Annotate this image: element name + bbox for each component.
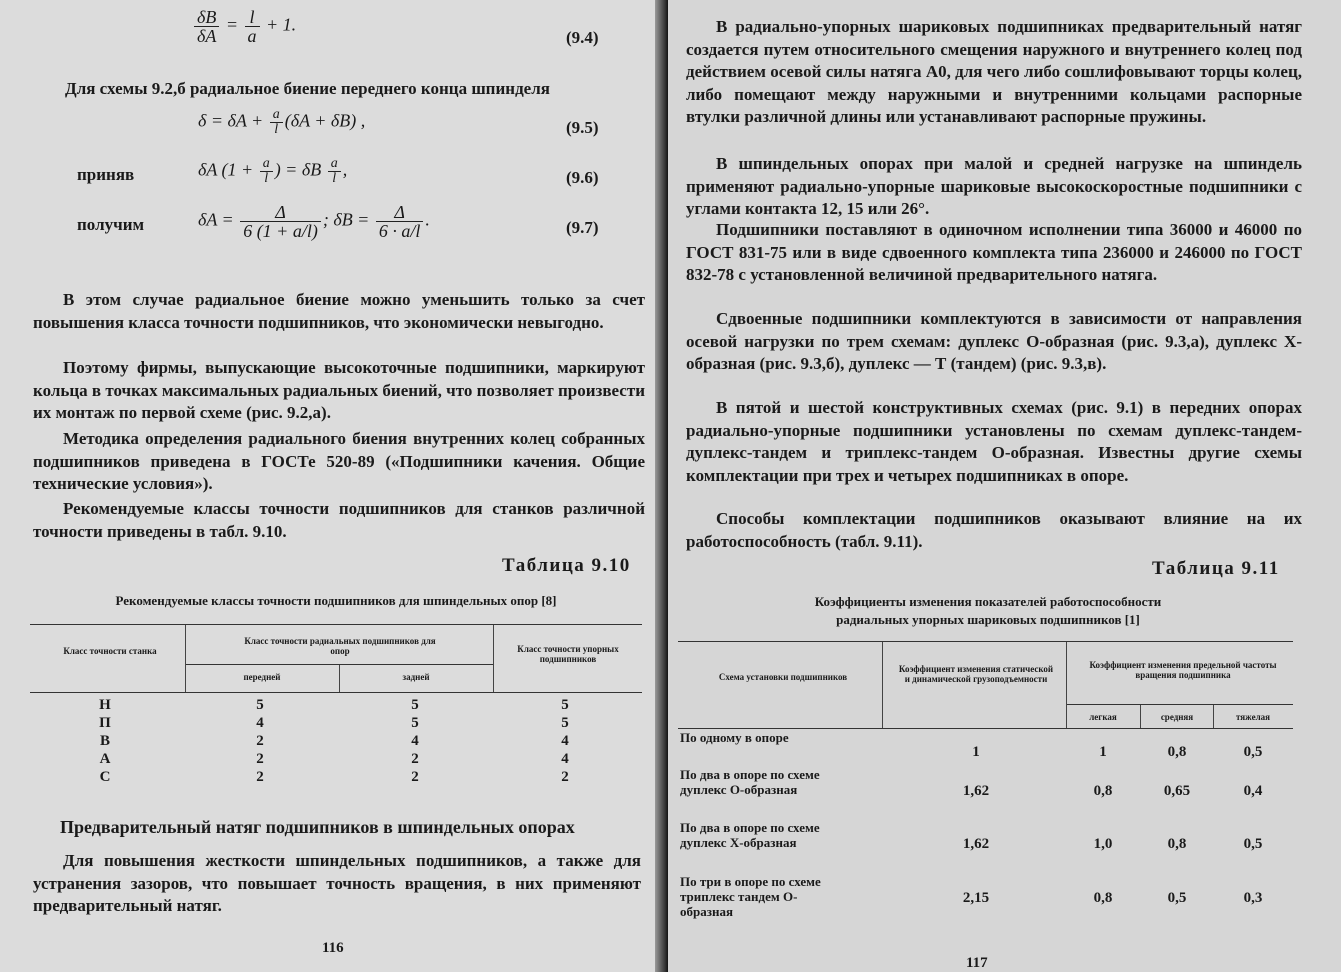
page-number: 117 <box>966 955 988 971</box>
eq96-f1-num: a <box>260 157 273 172</box>
table-caption: Рекомендуемые классы точности подшипников для шпиндельных опор [8] <box>115 593 557 608</box>
table-cell: 0,5 <box>1167 890 1187 906</box>
paragraph: Методика определения радиального биения внутренних колец собранных подшипников приведена в ГОСТе 520-89 («Подшипники качения. Общие технические условия»). <box>33 429 645 494</box>
table-cell: 0,4 <box>1243 783 1263 799</box>
table-cell: 0,8 <box>1167 744 1187 760</box>
table-cell: 2 <box>411 769 419 785</box>
table-rule-mid <box>1066 704 1293 705</box>
eq97-label: получим <box>77 215 145 234</box>
eq96-f1-den: l <box>264 171 269 186</box>
table-divider <box>882 642 883 728</box>
eq94-lhs-den: δA <box>197 26 217 46</box>
header-rear: задней <box>402 672 430 682</box>
eq94-eq: = <box>225 14 239 35</box>
table-cell: 0,8 <box>1167 836 1187 852</box>
right-page <box>668 0 1341 972</box>
eq96-f2-den: l <box>332 171 337 186</box>
header-machine-class: Класс точности станка <box>63 646 157 656</box>
table-divider <box>185 625 186 692</box>
header-speed-group: Коэффициент изменения предельной частоты вращения подшипника <box>1089 660 1277 680</box>
table-divider <box>1140 705 1141 728</box>
eq97-number: (9.7) <box>566 218 599 237</box>
eq96-pre: δA (1 + <box>198 159 258 180</box>
table-cell: 2 <box>411 751 419 767</box>
eq94-frac-den: a <box>247 26 257 46</box>
equation-9-5 <box>198 108 365 137</box>
table-cell: 2 <box>561 769 569 785</box>
eq97-mid: ; δB = <box>322 209 374 230</box>
paragraph: Для повышения жесткости шпиндельных подшипников, а также для устранения зазоров, что повышает точность вращения, в них применяют предварительный натяг. <box>33 851 641 916</box>
table-cell: 5 <box>411 697 419 713</box>
table-cell: 2 <box>256 751 264 767</box>
table-rule-header <box>678 728 1293 729</box>
left-page <box>0 0 662 972</box>
paragraph: Подшипники поставляют в одиночном исполнении типа 36000 и 46000 по ГОСТ 831-75 или в виде сдвоенного комплекта типа 236000 и 246000 по ГОСТ 832-78 с установленной величиной предварительного натяга. <box>686 220 1302 285</box>
table-cell: 5 <box>256 697 264 713</box>
table-cell: С <box>99 769 111 785</box>
header-light: легкая <box>1089 712 1117 722</box>
section-heading: Предварительный натяг подшипников в шпиндельных опорах <box>60 817 575 837</box>
paragraph: В радиально-упорных шариковых подшипниках предварительный натяг создается путем относительного смещения наружного и внутреннего колец под действием осевой силы натяга A0, для чего либо сошлифовывают торцы колец, либо помещают между наружными и внутренними кольцами распорные втулки различной длины или устанавливают распорные пружины. <box>686 17 1302 127</box>
eq94-lhs-num: δB <box>194 8 219 27</box>
equation-9-6 <box>198 157 347 186</box>
eq96-label: приняв <box>77 165 135 184</box>
table-cell: 5 <box>561 715 569 731</box>
paragraph: В шпиндельных опорах при малой и средней нагрузке на шпиндель применяют радиально-упорные шариковые высокоскоростные подшипники с углами контакта 12, 15 или 26°. <box>686 154 1302 219</box>
table-caption-line-2: радиальных упорных шариковых подшипников [1] <box>836 612 1140 627</box>
eq97-f1-num: Δ <box>240 203 321 222</box>
eq95-rest: (δA + δB) , <box>284 110 366 131</box>
table-cell: 0,65 <box>1163 783 1191 799</box>
eq95-number: (9.5) <box>566 118 599 137</box>
equation-9-7 <box>198 203 430 240</box>
eq94-number: (9.4) <box>566 28 599 47</box>
eq97-f2-num: Δ <box>376 203 424 222</box>
eq96-f2-num: a <box>328 157 341 172</box>
equation-9-4 <box>192 8 296 45</box>
eq95-frac-den: l <box>274 122 279 137</box>
table-cell: 4 <box>561 751 569 767</box>
eq94-frac-num: l <box>245 8 260 27</box>
table-rule-header <box>30 692 642 693</box>
table-cell: 0,8 <box>1093 890 1113 906</box>
table-cell: В <box>99 733 110 749</box>
table-divider <box>1213 705 1214 728</box>
paragraph: Способы комплектации подшипников оказывают влияние на их работоспособность (табл. 9.11). <box>686 509 1302 551</box>
table-title: Таблица 9.10 <box>502 555 631 576</box>
table-cell: 5 <box>411 715 419 731</box>
page-number: 116 <box>322 940 344 956</box>
paragraph: В пятой и шестой конструктивных схемах (рис. 9.1) в передних опорах радиально-упорные подшипники установлены по схемам дуплекс-тандем-дуплекс-тандем и триплекс-тандем О-образная. Известны другие схемы комплектации при трех и четырех подшипниках в опоре. <box>686 398 1302 485</box>
header-radial-group: Класс точности радиальных подшипников для опор <box>244 636 436 656</box>
paragraph: Для схемы 9.2,б радиальное биение переднего конца шпинделя <box>65 79 550 98</box>
table-cell: Н <box>99 697 111 713</box>
table-cell: 0,3 <box>1243 890 1263 906</box>
table-cell: А <box>99 751 111 767</box>
table-cell: 1 <box>1099 744 1107 760</box>
table-cell: 2 <box>256 733 264 749</box>
table-cell: 2 <box>256 769 264 785</box>
table-cell: 1 <box>972 744 980 760</box>
table-cell: 0,5 <box>1243 744 1263 760</box>
paragraph: Рекомендуемые классы точности подшипников для станков различной точности приведены в табл. 9.10. <box>33 499 645 541</box>
table-cell: 1,62 <box>962 783 990 799</box>
table-divider <box>493 625 494 692</box>
table-divider <box>1066 642 1067 728</box>
table-cell: 4 <box>561 733 569 749</box>
paragraph: В этом случае радиальное биение можно уменьшить только за счет повышения класса точности подшипников, что экономически невыгодно. <box>33 290 645 332</box>
eq94-rest: + 1. <box>266 14 297 35</box>
table-cell: 1,0 <box>1093 836 1113 852</box>
eq97-rest: . <box>425 209 430 230</box>
table-cell: П <box>99 715 111 731</box>
table-row-label: По два в опоре по схеме дуплекс Х-образная <box>680 820 820 850</box>
table-title: Таблица 9.11 <box>1152 558 1280 579</box>
table-cell: 4 <box>411 733 419 749</box>
header-front: передней <box>243 672 281 682</box>
table-caption-line-1: Коэффициенты изменения показателей работоспособности <box>814 594 1162 609</box>
eq96-rest: , <box>342 159 348 180</box>
table-cell: 5 <box>561 697 569 713</box>
header-scheme: Схема установки подшипников <box>718 672 848 682</box>
table-rule-top <box>678 641 1293 642</box>
table-cell: 4 <box>256 715 264 731</box>
table-divider <box>339 665 340 692</box>
table-cell: 2,15 <box>962 890 990 906</box>
table-rule-top <box>30 624 642 625</box>
header-medium: средняя <box>1160 712 1194 722</box>
eq97-pre: δA = <box>198 209 239 230</box>
eq96-number: (9.6) <box>566 168 599 187</box>
eq97-f1-den: 6 (1 + a/l) <box>243 221 318 241</box>
table-cell: 1,62 <box>962 836 990 852</box>
table-row-label: По три в опоре по схеме триплекс тандем О-образная <box>680 874 821 919</box>
eq95-text: δ = δA + <box>198 110 268 131</box>
paragraph: Сдвоенные подшипники комплектуются в зависимости от направления осевой нагрузки по трем схемам: дуплекс О-образная (рис. 9.3,а), дуплекс Х-образная (рис. 9.3,б), дуплекс — Т (тандем) (рис. 9.3,в). <box>686 309 1302 374</box>
table-cell: 0,8 <box>1093 783 1113 799</box>
table-row-label: По два в опоре по схеме дуплекс О-образная <box>680 767 820 797</box>
header-heavy: тяжелая <box>1236 712 1270 722</box>
eq96-mid: ) = δB <box>274 159 326 180</box>
table-row-label: По одному в опоре <box>680 730 789 745</box>
header-load-coef: Коэффициент изменения статической и динамической грузоподъемности <box>898 664 1054 684</box>
eq97-f2-den: 6 · a/l <box>378 221 421 241</box>
table-cell: 0,5 <box>1243 836 1263 852</box>
paragraph: Поэтому фирмы, выпускающие высокоточные подшипники, маркируют кольца в точках максимальных радиальных биений, что позволяет произвести их монтаж по первой схеме (рис. 9.2,а). <box>33 358 645 423</box>
eq95-frac-num: a <box>270 108 283 123</box>
header-thrust-class: Класс точности упорных подшипников <box>517 644 619 664</box>
